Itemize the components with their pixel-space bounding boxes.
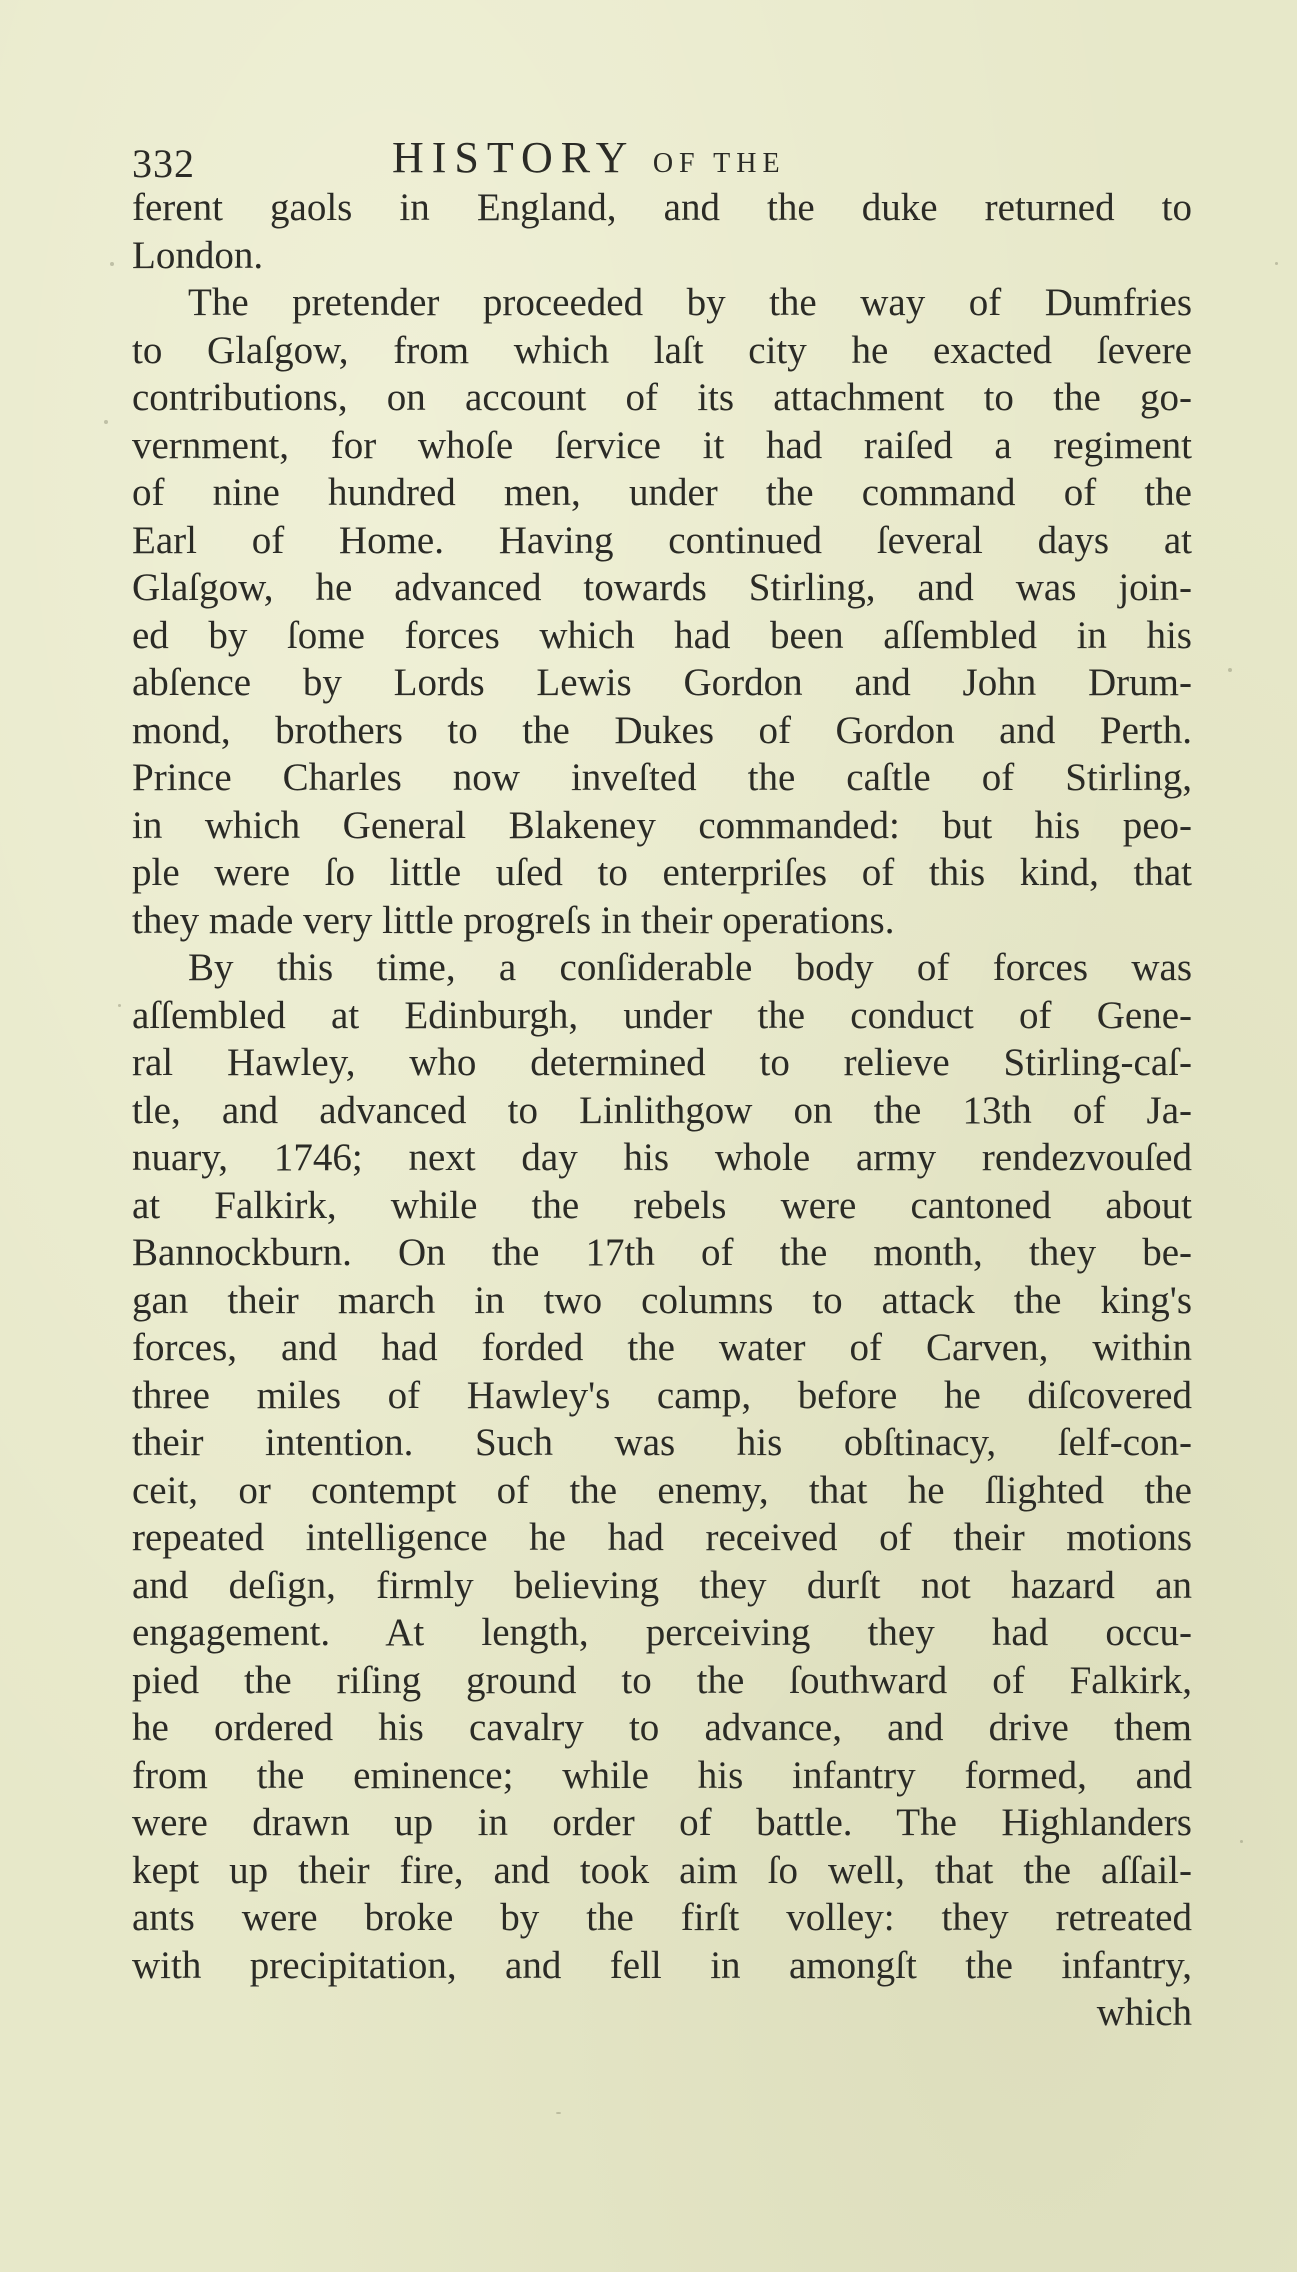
text-line: to Glaſgow, from which laſt city he exacted ſevere: [132, 328, 1192, 372]
text-line: three miles of Hawley's camp, before he diſcovered: [132, 1373, 1192, 1417]
text-line: and deſign, firmly believing they durſt not hazard an: [132, 1563, 1192, 1607]
page-header: [132, 128, 1192, 188]
text-line: repeated intelligence he had received of their motions: [132, 1516, 1192, 1559]
text-line: abſence by Lords Lewis Gordon and John Drum-: [132, 661, 1192, 704]
text-line: of nine hundred men, under the command of the: [132, 471, 1192, 514]
text-line: gan their march in two columns to attack the king's: [132, 1278, 1192, 1322]
running-head: [392, 132, 786, 183]
text-line: mond, brothers to the Dukes of Gordon and Perth.: [132, 708, 1192, 752]
text-line: ferent gaols in England, and the duke returned to: [132, 186, 1192, 229]
text-line: at Falkirk, while the rebels were cantoned about: [132, 1183, 1192, 1227]
text-line: forces, and had forded the water of Carven, within: [132, 1326, 1192, 1369]
text-line: aſſembled at Edinburgh, under the conduct of Gene-: [132, 993, 1192, 1037]
text-line: pied the riſing ground to the ſouthward of Falkirk,: [132, 1658, 1192, 1702]
text-line: ple were ſo little uſed to enterpriſes of this kind, that: [132, 851, 1192, 894]
running-head-main: HISTORY: [392, 133, 634, 182]
text-line: from the eminence; while his infantry formed, and: [132, 1753, 1192, 1797]
text-line: were drawn up in order of battle. The Highlanders: [132, 1801, 1192, 1844]
text-line: he ordered his cavalry to advance, and drive them: [132, 1706, 1192, 1749]
text-line: Prince Charles now inveſted the caſtle of Stirling,: [132, 756, 1192, 799]
catchword: which: [1096, 1991, 1192, 2034]
text-line: By this time, a conſiderable body of forces was: [188, 946, 1192, 989]
text-line: kept up their fire, and took aim ſo well, that the aſſail-: [132, 1848, 1192, 1892]
text-line: tle, and advanced to Linlithgow on the 13th of Ja-: [132, 1088, 1192, 1132]
text-line: contributions, on account of its attachment to the go-: [132, 376, 1192, 419]
text-line: in which General Blakeney commanded: but his peo-: [132, 803, 1192, 847]
text-line: ceit, or contempt of the enemy, that he ſlighted the: [132, 1468, 1192, 1512]
text-line: nuary, 1746; next day his whole army rendezvouſed: [132, 1136, 1192, 1179]
text-line: with precipitation, and fell in amongſt the infantry,: [132, 1943, 1192, 1987]
text-line: London.: [132, 233, 264, 277]
text-line: they made very little progreſs in their operations.: [132, 898, 895, 942]
text-line: their intention. Such was his obſtinacy, ſelf-con-: [132, 1421, 1192, 1464]
text-line: ral Hawley, who determined to relieve Stirling-caſ-: [132, 1041, 1192, 1084]
text-line: ants were broke by the firſt volley: they retreated: [132, 1896, 1192, 1939]
text-line: The pretender proceeded by the way of Dumfries: [188, 281, 1192, 324]
text-line: vernment, for whoſe ſervice it had raiſed a regiment: [132, 423, 1192, 467]
text-line: engagement. At length, perceiving they had occu-: [132, 1611, 1192, 1654]
body-text: [132, 184, 1192, 2037]
running-head-small: OF THE: [652, 148, 786, 179]
page-number: 332: [132, 141, 195, 186]
text-line: Glaſgow, he advanced towards Stirling, and was join-: [132, 566, 1192, 609]
text-line: Earl of Home. Having continued ſeveral days at: [132, 518, 1192, 562]
text-line: ed by ſome forces which had been aſſembled in his: [132, 613, 1192, 657]
text-line: Bannockburn. On the 17th of the month, they be-: [132, 1231, 1192, 1274]
